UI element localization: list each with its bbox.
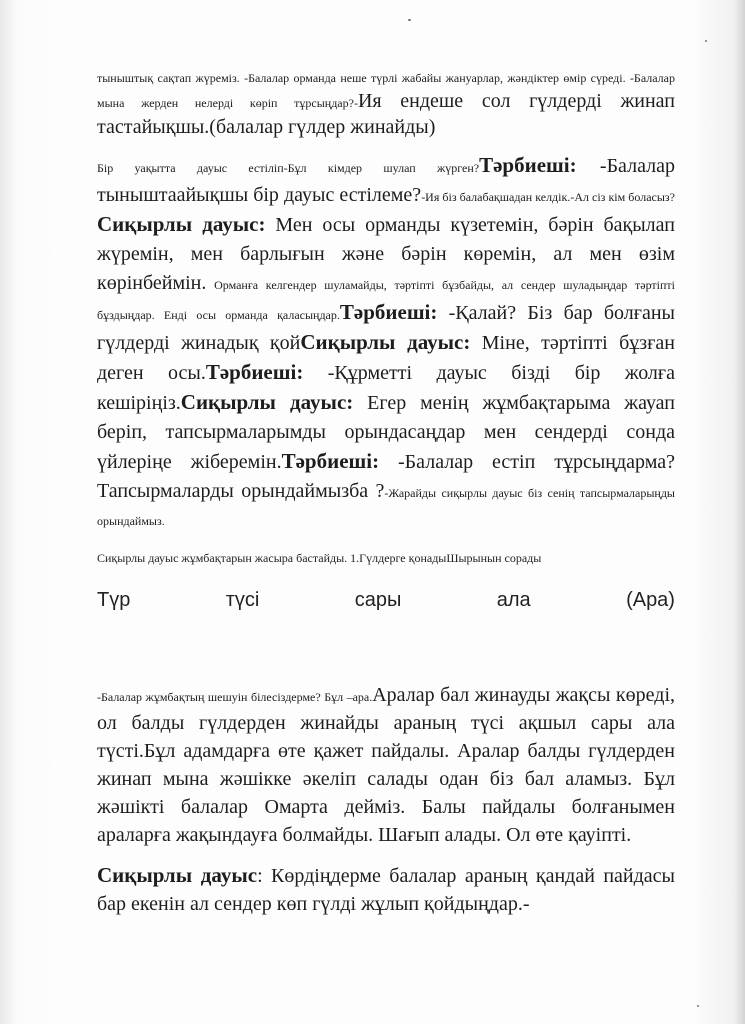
speaker-label: Тәрбиеші:	[281, 449, 380, 473]
speaker-label: Сиқырлы дауыс:	[300, 330, 471, 354]
speaker-label: Сиқырлы дауыс	[97, 863, 258, 887]
large-text: : Көрдіңдерме балалар араның қандай пайдасы бар екенін ал сендер көп гүлді жұлып қойдыңдар.-	[97, 865, 675, 915]
riddle-line	[97, 589, 675, 612]
scan-speck	[408, 19, 411, 21]
large-text: -Балалар естіп тұрсыңдарма? Тапсырмаларды орындаймызба ?	[97, 451, 675, 502]
paragraph-4	[97, 682, 675, 850]
scan-speck	[697, 1005, 699, 1007]
speaker-label: Сиқырлы дауыс:	[97, 212, 266, 236]
riddle-word: сары	[354, 589, 402, 611]
small-text: -Ия біз балабақшадан келдік.-Ал сіз кім боласыз?	[421, 190, 675, 204]
riddle-word: түсі	[225, 589, 260, 611]
large-text: Аралар бал жинауды жақсы көреді, ол балды гүлдерден жинайды араның түсі ақшыл сары ала түсті.Бұл адамдарға өте қажет пайдалы. Аралар балды гүлдерден жинап мына жәшікке әкеліп салады одан біз бал аламыз. Бұл жәшікті балалар Омарта дейміз. Балы пайдалы болғанымен араларға жақындауға болмайды. Шағып алады. Ол өте қауіпті.	[97, 684, 675, 846]
small-text: Орманға келгендер шуламайды, тәртіпті бұзбайды, ал сендер шуладыңдар тәртіпті бұздыңдар. Енді осы орманда қаласыңдар.	[97, 278, 675, 322]
paragraph-3: Сиқырлы дауыс жұмбақтарын жасыра бастайды. 1.Гүлдерге қонадыШырынын сорады	[97, 551, 542, 565]
paragraph-5	[97, 862, 675, 919]
speaker-label: Тәрбиеші:	[479, 153, 577, 177]
large-text: Ия ендеше сол гүлдерді жинап тастайықшы.(балалар гүлдер жинайды)	[97, 90, 675, 138]
paragraph-2	[97, 152, 675, 535]
speaker-label: Тәрбиеші:	[339, 300, 438, 324]
large-text: Егер менің жұмбақтарыма жауап беріп, тапсырмаларымды орындасаңдар мен сендерді сонда үйлеріңе жіберемін.	[97, 392, 675, 473]
document-body	[97, 68, 675, 919]
small-text: Бір уақытта дауыс естіліп-Бұл кімдер шулап жүрген?	[97, 161, 480, 175]
riddle-word: ала	[496, 589, 531, 611]
riddle-word: Түр	[97, 589, 131, 611]
small-text: -Балалар жұмбақтың шешуін білесіздерме? Бұл –ара.	[97, 690, 373, 704]
large-text: Міне, тәртіпті бұзған деген осы.	[97, 332, 675, 384]
scan-speck	[705, 40, 707, 42]
large-text: Мен осы орманды күзетемін, бәрін бақылап жүремін, мен барлығын және бәрін көремін, ал мен өзім көрінбеймін.	[97, 214, 675, 294]
page-edge-shadow	[735, 0, 745, 1024]
speaker-label: Сиқырлы дауыс:	[180, 390, 354, 414]
paragraph-1	[97, 68, 675, 140]
large-text: -Құрметті дауыс бізді бір жолға кешіріңіз.	[97, 362, 675, 414]
riddle-answer: (Ара)	[626, 589, 675, 611]
speaker-label: Тәрбиеші:	[205, 360, 304, 384]
small-text: -Жарайды сиқырлы дауыс біз сенің тапсырмаларыңды орындаймыз.	[97, 486, 675, 528]
small-text: тыныштық сақтап жүреміз. -Балалар орманда неше түрлі жабайы жануарлар, жәндіктер өмір сүреді. -Балалар мына жерден нелерді көріп тұрсыңдар?-	[97, 71, 675, 110]
large-text: -Балалар тыныштаайықшы бір дауыс естілеме?	[97, 155, 675, 206]
large-text: -Қалай? Біз бар болғаны гүлдерді жинадық қой	[97, 302, 675, 354]
